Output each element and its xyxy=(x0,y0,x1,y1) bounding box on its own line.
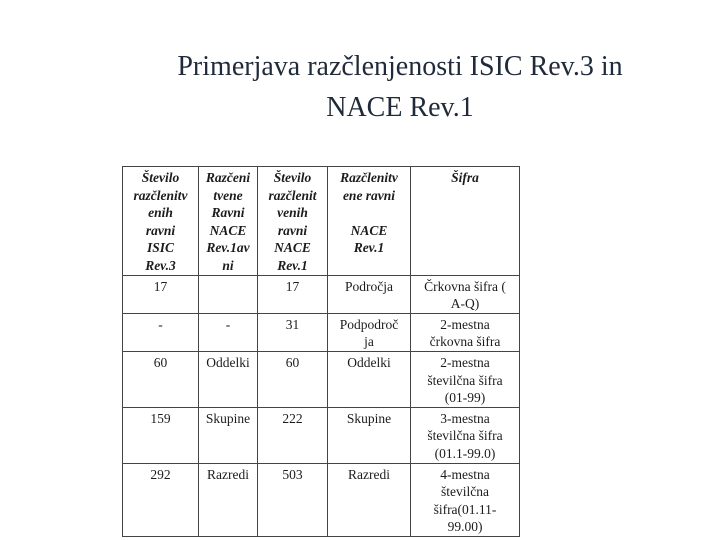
cell-line: 60 xyxy=(153,354,168,370)
table-cell xyxy=(123,351,199,407)
cell-line xyxy=(330,204,408,222)
cell-line: Razredi xyxy=(207,466,249,482)
cell-line: - xyxy=(225,316,231,332)
cell-line: NACE xyxy=(209,222,247,238)
table-row xyxy=(123,407,520,463)
table-cell xyxy=(258,313,328,351)
cell-line: tvene xyxy=(213,187,243,203)
table-cell xyxy=(411,313,520,351)
table-cell xyxy=(328,463,411,536)
column-header xyxy=(123,167,199,276)
table-cell xyxy=(258,351,328,407)
cell-line: A-Q) xyxy=(450,296,480,312)
cell-line: ISIC xyxy=(146,240,175,256)
table-header-row xyxy=(123,167,520,276)
cell-line: Črkovna šifra ( xyxy=(424,278,506,294)
table-row xyxy=(123,275,520,313)
cell-line: Skupine xyxy=(205,410,251,426)
table-cell xyxy=(328,351,411,407)
cell-line: 60 xyxy=(285,354,300,370)
cell-line: 2-mestna xyxy=(440,316,490,332)
table-cell xyxy=(328,407,411,463)
table-cell xyxy=(199,313,258,351)
cell-line: razčlenitv xyxy=(133,187,188,203)
cell-line: ni xyxy=(222,257,234,273)
slide-title-line-1: Primerjava razčlenjenosti ISIC Rev.3 in xyxy=(177,51,623,82)
cell-line: 292 xyxy=(150,466,171,482)
cell-line: Rev.1 xyxy=(353,240,385,256)
table-cell xyxy=(258,275,328,313)
table-cell xyxy=(123,313,199,351)
table-row xyxy=(123,313,520,351)
cell-line: 159 xyxy=(150,410,171,426)
cell-line: NACE xyxy=(274,240,311,256)
cell-line: venih xyxy=(277,205,308,221)
cell-line: Razčeni xyxy=(205,170,251,185)
cell-line: Šifra xyxy=(451,170,479,185)
cell-line: 17 xyxy=(285,278,300,294)
cell-line: 503 xyxy=(282,466,303,482)
cell-line: razčlenit xyxy=(268,187,317,203)
table-cell xyxy=(199,275,258,313)
cell-line: ja xyxy=(364,334,374,350)
cell-line: ravni xyxy=(145,222,176,238)
cell-line: številčna šifra xyxy=(427,372,503,388)
cell-line: Področja xyxy=(345,278,393,294)
cell-line: 3-mestna xyxy=(440,410,490,426)
slide-title xyxy=(60,46,720,128)
cell-line: 222 xyxy=(282,410,303,426)
table-cell xyxy=(411,407,520,463)
cell-line: Število xyxy=(273,170,312,185)
column-header xyxy=(328,167,411,276)
cell-line: Rev.3 xyxy=(145,257,176,273)
table-cell xyxy=(328,313,411,351)
comparison-table xyxy=(122,166,520,537)
cell-line: ravni xyxy=(277,222,308,238)
table-cell xyxy=(123,275,199,313)
cell-line: številčna šifra xyxy=(427,428,503,444)
cell-line: Skupine xyxy=(346,410,392,426)
table-cell xyxy=(258,463,328,536)
cell-line: (01-99) xyxy=(444,390,486,406)
cell-line: 31 xyxy=(285,316,300,332)
cell-line: 2-mestna xyxy=(440,354,490,370)
table-row xyxy=(123,351,520,407)
table-cell xyxy=(411,351,520,407)
slide-title-line-2: NACE Rev.1 xyxy=(326,92,474,123)
column-header xyxy=(411,167,520,276)
table-cell xyxy=(123,407,199,463)
cell-line: Podpodroč xyxy=(339,316,399,332)
cell-line: Oddelki xyxy=(206,354,250,370)
cell-line: Ravni xyxy=(211,205,245,221)
table-cell xyxy=(328,275,411,313)
table-cell xyxy=(411,463,520,536)
cell-line: Rev.1av xyxy=(206,240,250,256)
cell-line: (01.1-99.0) xyxy=(434,445,496,461)
cell-line: ene ravni xyxy=(342,187,396,203)
cell-line: Rev.1 xyxy=(277,257,308,273)
cell-line: Razčlenitv xyxy=(340,170,398,185)
cell-line: Število xyxy=(141,170,180,185)
cell-line xyxy=(201,278,255,296)
cell-line: črkovna šifra xyxy=(429,334,501,350)
table-cell xyxy=(411,275,520,313)
cell-line: NACE xyxy=(350,222,388,238)
cell-line: številčna xyxy=(441,484,489,500)
table-cell xyxy=(199,407,258,463)
table-cell xyxy=(199,463,258,536)
cell-line: - xyxy=(158,316,163,332)
table-body xyxy=(123,275,520,536)
cell-line: 99.00) xyxy=(447,519,483,535)
cell-line: enih xyxy=(148,205,173,221)
column-header xyxy=(258,167,328,276)
table-cell xyxy=(123,463,199,536)
cell-line: Oddelki xyxy=(347,354,391,370)
table-row xyxy=(123,463,520,536)
cell-line: Razredi xyxy=(348,466,390,482)
column-header xyxy=(199,167,258,276)
cell-line: šifra(01.11- xyxy=(433,501,497,517)
cell-line: 17 xyxy=(153,278,168,294)
table-cell xyxy=(199,351,258,407)
cell-line: 4-mestna xyxy=(440,466,490,482)
table-cell xyxy=(258,407,328,463)
